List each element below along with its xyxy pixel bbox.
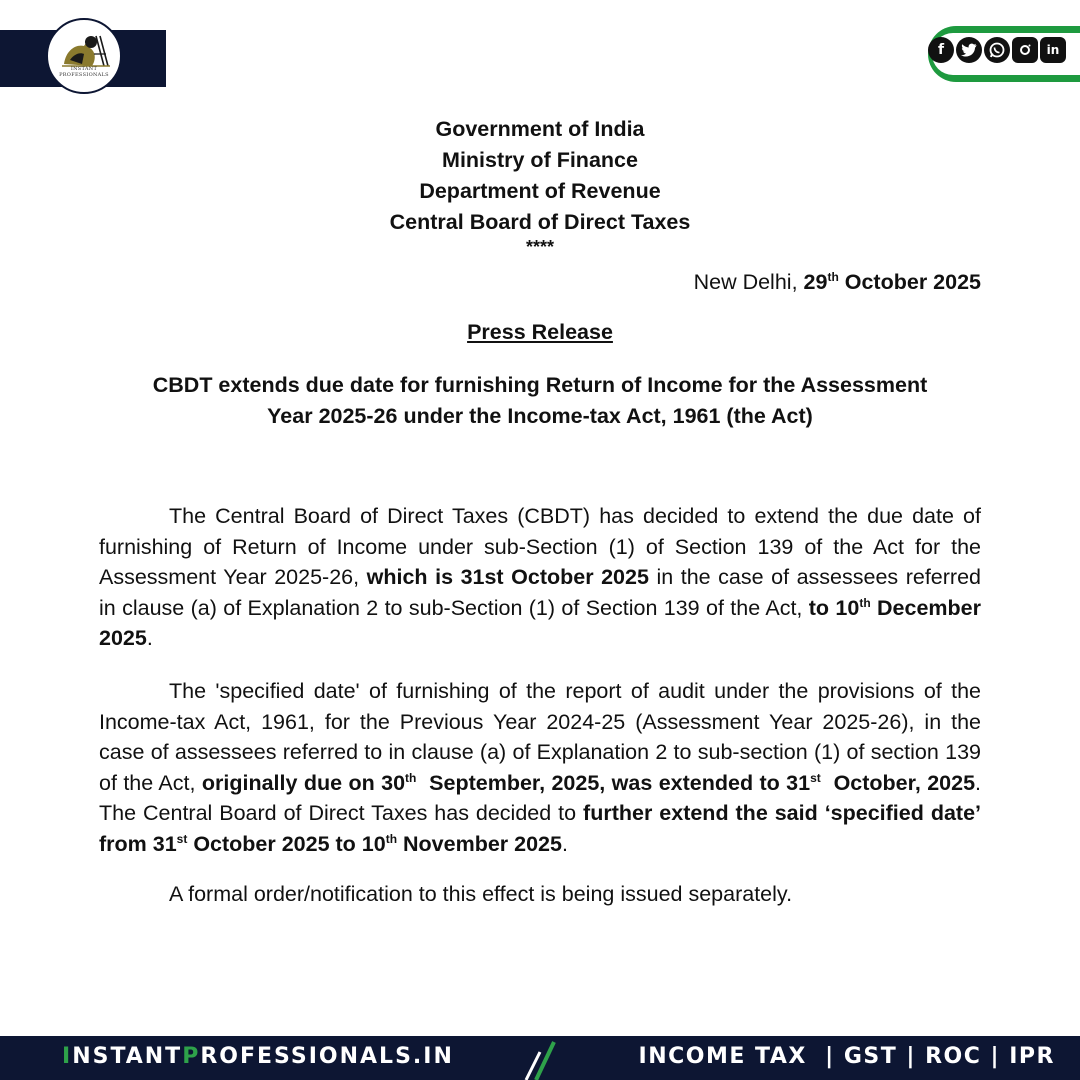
paragraph-3: A formal order/notification to this effect is being issued separately. [169, 882, 793, 906]
logo-text: INSTANT PROFESSIONALS [59, 66, 109, 78]
department-line: Department of Revenue [419, 179, 661, 203]
board-line: Central Board of Direct Taxes [389, 210, 691, 234]
twitter-icon[interactable] [956, 37, 982, 63]
instagram-icon[interactable] [1012, 37, 1038, 63]
paragraph-2: The 'specified date' of furnishing of the report of audit under the provisions of the Income-tax Act, 1961, for the Previous Year 2024-25 (Assessment Year 2025-26), in the case of assessees referred to in clause (a) of Explanation 2 to sub-section (1) of section 139 of the Act, originally due on 30th September, 2025, was extended to 31st October, 2025. The Central Board of Direct Taxes has decided to further extend the said ‘specified date’ from 31st October 2025 to 10th November 2025. [99, 679, 982, 856]
footer-brand-link[interactable]: INSTANTPROFESSIONALS.IN [62, 1044, 454, 1069]
paragraph-1: The Central Board of Direct Taxes (CBDT) has decided to extend the due date of furnishing of Return of Income under sub-Section (1) of Section 139 of the Act for the Assessment Year 2025-26, which is 31st October 2025 in the case of assessees referred in clause (a) of Explanation 2 to sub-Section (1) of Section 139 of the Act, to 10th December 2025. [99, 504, 982, 650]
ministry-line: Ministry of Finance [442, 148, 638, 172]
letterhead [0, 114, 1080, 256]
facebook-icon[interactable]: f [928, 37, 954, 63]
slash-decoration-icon [522, 1038, 562, 1080]
social-links-bar [928, 26, 1080, 82]
footer-bar [0, 1036, 1080, 1080]
instant-professionals-logo[interactable] [46, 18, 122, 94]
footer-services: INCOME TAX | GST | ROC | IPR [638, 1044, 1055, 1069]
subject-heading: CBDT extends due date for furnishing Return of Income for the Assessment Year 2025-26 under the Income-tax Act, 1961 (the Act) [152, 373, 928, 428]
dateline: New Delhi, 29th October 2025 [693, 269, 981, 294]
linkedin-icon[interactable]: in [1040, 37, 1066, 63]
govt-line: Government of India [435, 117, 645, 141]
separator-stars: **** [525, 237, 555, 257]
logo-emblem-icon [48, 20, 122, 94]
whatsapp-icon[interactable] [984, 37, 1010, 63]
press-release-heading: Press Release [467, 320, 613, 344]
